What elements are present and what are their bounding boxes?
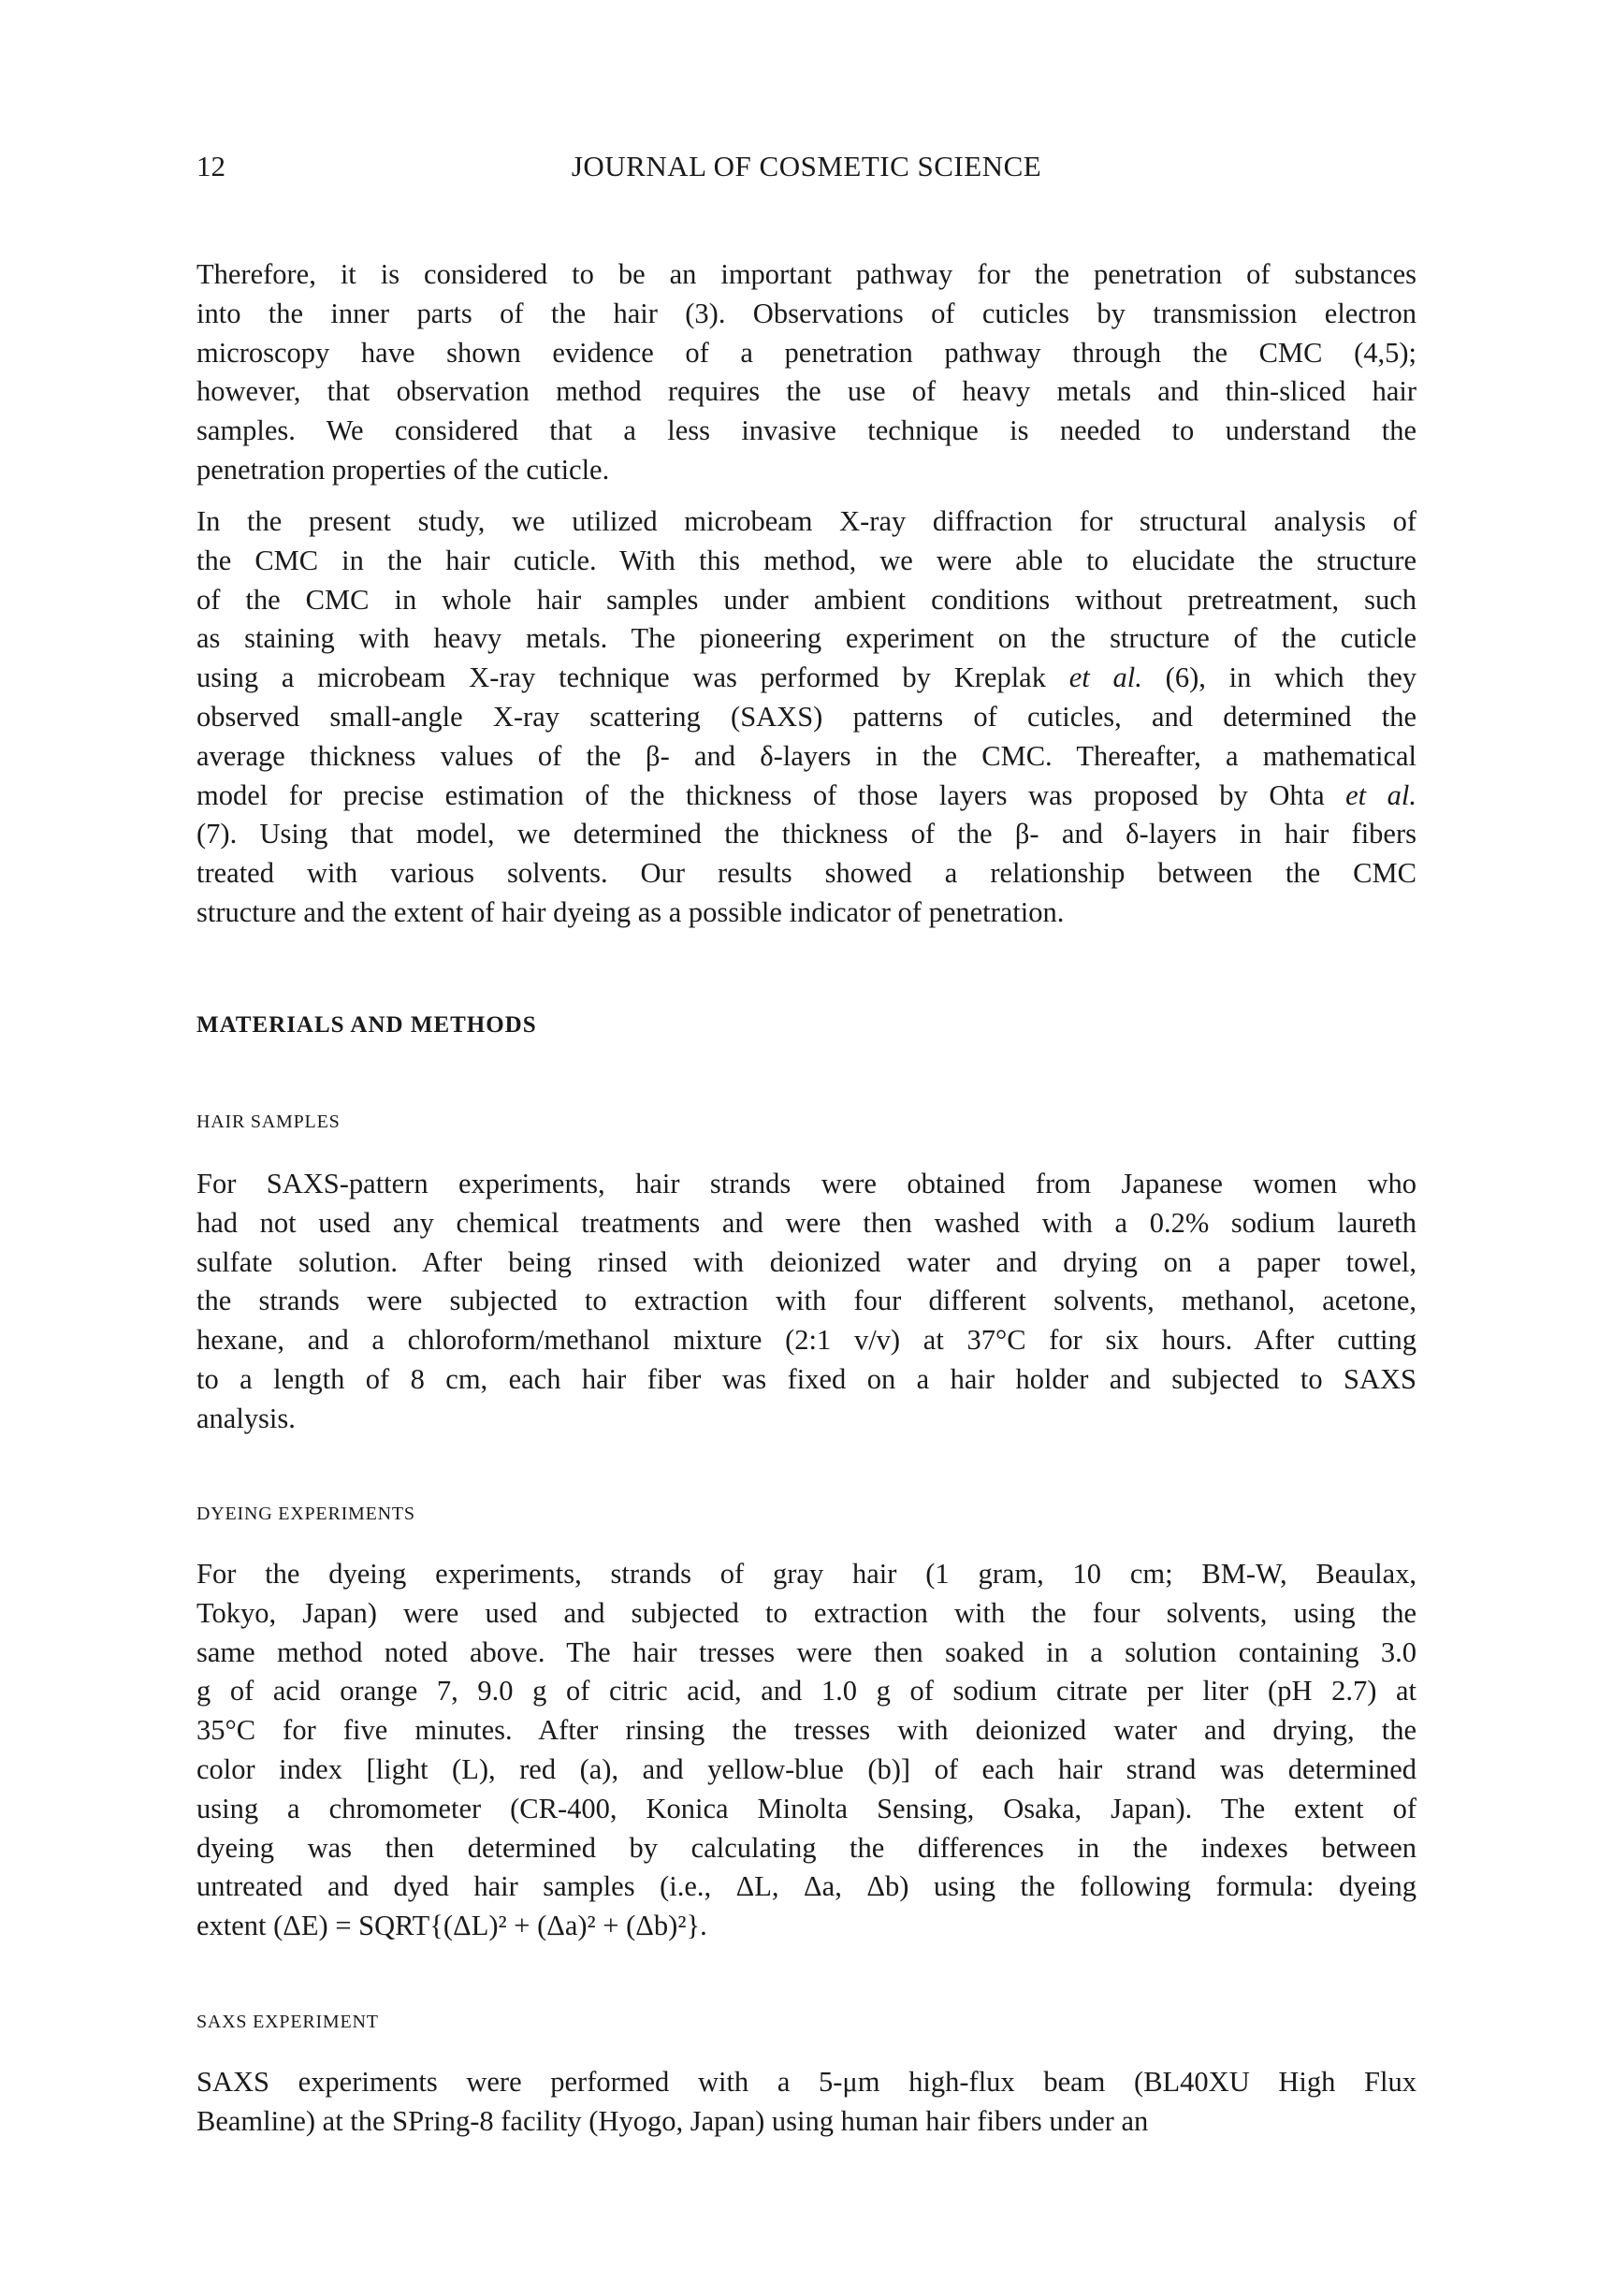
text-line: dyeing was then determined by calculating the differences in the indexes between <box>196 1831 1416 1864</box>
text-line: Tokyo, Japan) were used and subjected to extraction with the four solvents, using the <box>196 1596 1416 1629</box>
page-number: 12 <box>196 150 225 182</box>
subsection-heading-hair-samples: HAIR SAMPLES <box>196 1112 341 1132</box>
text-line: treated with various solvents. Our results showed a relationship between the CMC <box>196 857 1416 890</box>
text-line: analysis. <box>196 1402 296 1434</box>
subsection-heading-dyeing: DYEING EXPERIMENTS <box>196 1504 415 1524</box>
text-line: Therefore, it is considered to be an important pathway for the penetration of substances <box>196 258 1416 290</box>
text-line: g of acid orange 7, 9.0 g of citric acid, and 1.0 g of sodium citrate per liter (pH 2.7) at <box>196 1675 1416 1707</box>
text-line: of the CMC in whole hair samples under ambient conditions without pretreatment, such <box>196 583 1416 616</box>
paragraph-intro-1 <box>196 255 1416 490</box>
paragraph-saxs <box>196 2063 1416 2142</box>
text-line: untreated and dyed hair samples (i.e., ΔL, Δa, Δb) using the following formula: dyeing <box>196 1870 1416 1903</box>
text-line: had not used any chemical treatments and were then washed with a 0.2% sodium laureth <box>196 1206 1416 1239</box>
text-line: structure and the extent of hair dyeing as a possible indicator of penetration. <box>196 895 1065 928</box>
text-line: using a microbeam X-ray technique was performed by Kreplak et al. (6), in which they <box>196 661 1416 694</box>
journal-title: JOURNAL OF COSMETIC SCIENCE <box>571 150 1042 182</box>
text-line: extent (ΔE) = SQRT{(ΔL)² + (Δa)² + (Δb)²}. <box>196 1910 707 1942</box>
text-line: penetration properties of the cuticle. <box>196 453 610 486</box>
text-line: the strands were subjected to extraction with four different solvents, methanol, acetone, <box>196 1285 1416 1317</box>
text-line: hexane, and a chloroform/methanol mixture (2:1 v/v) at 37°C for six hours. After cutting <box>196 1324 1416 1357</box>
text-line: as staining with heavy metals. The pioneering experiment on the structure of the cuticle <box>196 622 1416 655</box>
text-line: using a chromometer (CR-400, Konica Minolta Sensing, Osaka, Japan). The extent of <box>196 1792 1416 1824</box>
text-line: sulfate solution. After being rinsed with deionized water and drying on a paper towel, <box>196 1245 1416 1278</box>
text-line: into the inner parts of the hair (3). Observations of cuticles by transmission electron <box>196 297 1416 329</box>
paragraph-intro-2 <box>196 502 1416 933</box>
text-line: For SAXS-pattern experiments, hair strands were obtained from Japanese women who <box>196 1168 1416 1199</box>
text-line: model for precise estimation of the thickness of those layers was proposed by Ohta et al. <box>196 778 1416 811</box>
text-line: microscopy have shown evidence of a penetration pathway through the CMC (4,5); <box>196 336 1416 369</box>
section-heading-materials-methods: MATERIALS AND METHODS <box>196 1012 537 1038</box>
text-line: the CMC in the hair cuticle. With this method, we were able to elucidate the structure <box>196 544 1416 576</box>
paragraph-dyeing <box>196 1555 1416 1946</box>
text-line: observed small-angle X-ray scattering (SAXS) patterns of cuticles, and determined the <box>196 700 1416 733</box>
text-line: Beamline) at the SPring-8 facility (Hyogo, Japan) using human hair fibers under an <box>196 2104 1149 2137</box>
subsection-heading-saxs: SAXS EXPERIMENT <box>196 2012 379 2032</box>
text-line: average thickness values of the β- and δ-layers in the CMC. Thereafter, a mathematical <box>196 739 1416 772</box>
text-line: samples. We considered that a less invasive technique is needed to understand the <box>196 414 1416 447</box>
text-line: however, that observation method requires the use of heavy metals and thin-sliced hair <box>196 375 1416 408</box>
text-line: to a length of 8 cm, each hair fiber was fixed on a hair holder and subjected to SAXS <box>196 1362 1416 1395</box>
text-line: For the dyeing experiments, strands of gray hair (1 gram, 10 cm; BM-W, Beaulax, <box>196 1558 1416 1590</box>
text-line: 35°C for five minutes. After rinsing the tresses with deionized water and drying, the <box>196 1714 1416 1747</box>
text-line: (7). Using that model, we determined the thickness of the β- and δ-layers in hair fibers <box>196 818 1416 850</box>
text-line: color index [light (L), red (a), and yellow-blue (b)] of each hair strand was determined <box>196 1752 1416 1785</box>
text-line: In the present study, we utilized microbeam X-ray diffraction for structural analysis of <box>196 505 1416 537</box>
running-header <box>196 150 1416 191</box>
text-line: same method noted above. The hair tresses were then soaked in a solution containing 3.0 <box>196 1635 1416 1668</box>
paragraph-hair-samples <box>196 1165 1416 1439</box>
text-line: SAXS experiments were performed with a 5-μm high-flux beam (BL40XU High Flux <box>196 2066 1416 2098</box>
